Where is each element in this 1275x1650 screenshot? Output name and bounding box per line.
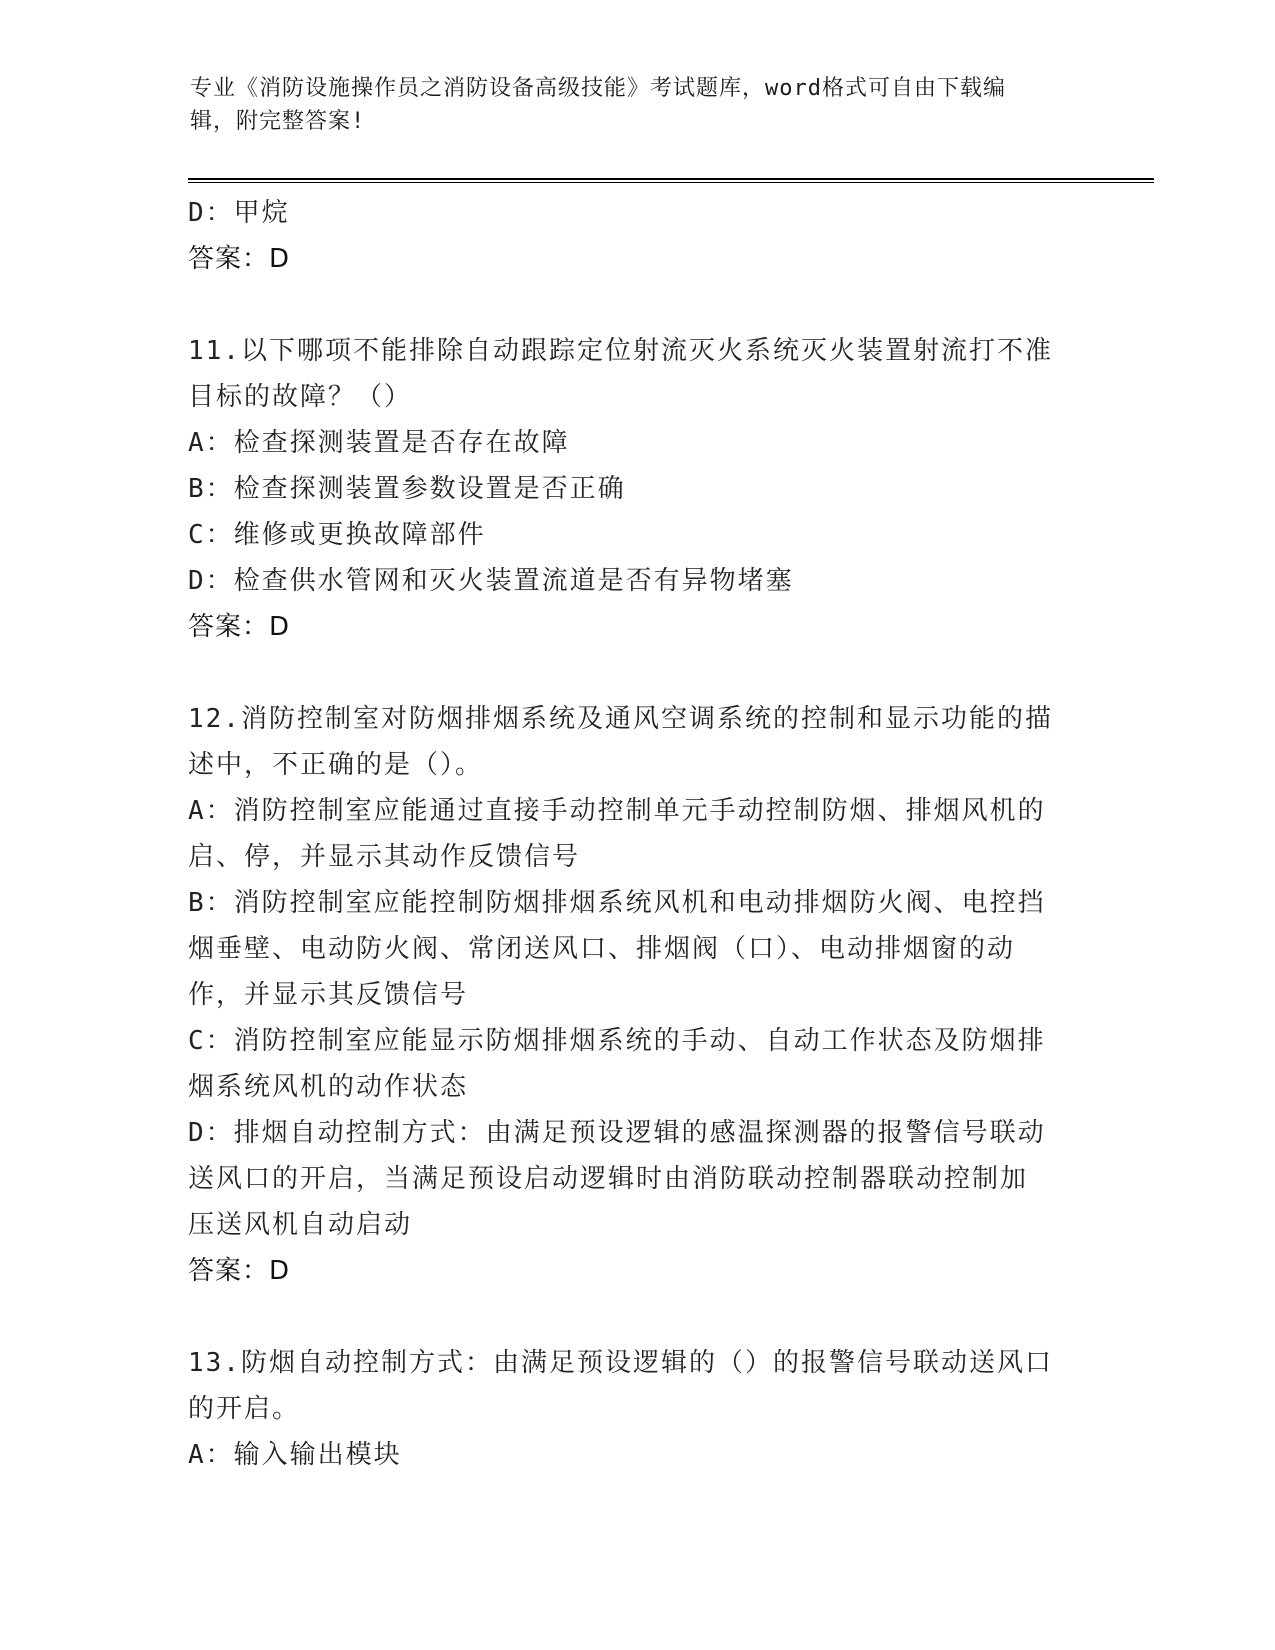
option-d: D：检查供水管网和灭火装置流道是否有异物堵塞 [188, 566, 794, 596]
answer-line: 答案：D [188, 1256, 291, 1286]
header-rule-thick [188, 178, 1154, 180]
spacer [188, 650, 1088, 696]
option-c-line-1: C：消防控制室应能显示防烟排烟系统的手动、自动工作状态及防烟排 [188, 1026, 1046, 1056]
answer-line: 答案：D [188, 244, 291, 274]
option-a-line-1: A：消防控制室应能通过直接手动控制单元手动控制防烟、排烟风机的 [188, 796, 1046, 826]
question-text-line-2: 述中，不正确的是（）。 [188, 750, 484, 780]
option-a: A：检查探测装置是否存在故障 [188, 428, 570, 458]
question-text-line-2: 的开启。 [188, 1394, 301, 1424]
option-c-line-2: 烟系统风机的动作状态 [188, 1072, 469, 1102]
option-a-line-2: 启、停，并显示其动作反馈信号 [188, 842, 581, 872]
option-b-line-2: 烟垂壁、电动防火阀、常闭送风口、排烟阀（口）、电动排烟窗的动 [188, 934, 1016, 964]
option-b: B：检查探测装置参数设置是否正确 [188, 474, 626, 504]
question-12 [188, 696, 1088, 1294]
option-d-line-3: 压送风机自动启动 [188, 1210, 413, 1240]
option-d-line-1: D：排烟自动控制方式：由满足预设逻辑的感温探测器的报警信号联动 [188, 1118, 1046, 1148]
question-text-line-1: 12.消防控制室对防烟排烟系统及通风空调系统的控制和显示功能的描 [188, 704, 1053, 734]
page-header [190, 72, 1090, 138]
prev-question-tail [188, 190, 1088, 282]
answer-line: 答案：D [188, 612, 291, 642]
question-text-line-2: 目标的故障？（） [188, 382, 413, 412]
header-line-1: 专业《消防设施操作员之消防设备高级技能》考试题库，word格式可自由下载编 [190, 76, 1006, 101]
option-a: A：输入输出模块 [188, 1440, 402, 1470]
header-rule-thin [188, 182, 1154, 183]
option-d-line-2: 送风口的开启，当满足预设启动逻辑时由消防联动控制器联动控制加 [188, 1164, 1029, 1194]
option-b-line-3: 作，并显示其反馈信号 [188, 980, 469, 1010]
spacer [188, 282, 1088, 328]
question-13 [188, 1340, 1088, 1478]
option-b-line-1: B：消防控制室应能控制防烟排烟系统风机和电动排烟防火阀、电控挡 [188, 888, 1046, 918]
header-line-2: 辑，附完整答案! [190, 109, 366, 134]
question-content [188, 190, 1088, 1478]
question-11 [188, 328, 1088, 650]
question-text-line-1: 11.以下哪项不能排除自动跟踪定位射流灭火系统灭火装置射流打不准 [188, 336, 1053, 366]
option-c: C：维修或更换故障部件 [188, 520, 486, 550]
option-d: D：甲烷 [188, 198, 290, 228]
question-text-line-1: 13.防烟自动控制方式：由满足预设逻辑的（）的报警信号联动送风口 [188, 1348, 1053, 1378]
spacer [188, 1294, 1088, 1340]
